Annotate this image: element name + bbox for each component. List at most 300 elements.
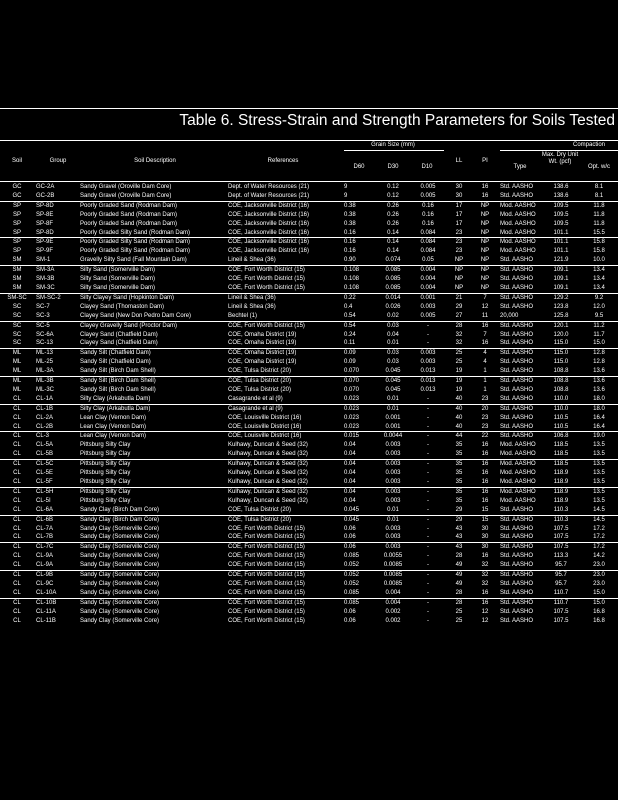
- cell-group: CL-2A: [36, 414, 54, 421]
- cell-reference: COE, Tulsa District (20): [226, 377, 342, 386]
- grain-size-rule: [344, 150, 444, 151]
- cell-max-dry-unit-wt: 118.5: [553, 442, 569, 449]
- cell-d10: 0.05: [422, 257, 434, 264]
- cell-soil: SP: [12, 229, 21, 236]
- cell-compaction-type: Std. AASHO: [500, 414, 534, 421]
- cell-d30: 0.003: [385, 442, 401, 449]
- cell-opt-wc: 13.5: [593, 497, 605, 504]
- cell-reference: COE, Omaha District (19): [228, 359, 297, 366]
- cell-ll: 19: [446, 377, 472, 386]
- cell-d10: -: [427, 525, 429, 532]
- cell-d60: 0.023: [344, 395, 360, 402]
- cell-pi: 16: [481, 553, 489, 560]
- cell-pi: 30: [481, 534, 489, 541]
- cell-max-dry-unit-wt: 110.5: [553, 423, 569, 430]
- cell-d60: 0.38: [344, 211, 356, 218]
- table-row: [0, 247, 618, 256]
- cell-compaction-type: Std. AASHO: [500, 303, 534, 310]
- cell-description: Silty Sand (Somerville Dam): [80, 284, 156, 291]
- cell-opt-wc: 18.0: [593, 395, 605, 402]
- cell-description: Silty Clay (Arkabutla Dam): [80, 395, 151, 402]
- cell-reference: COE, Tulsa District (20): [228, 368, 292, 375]
- cell-description: Sandy Clay (Somerville Core): [78, 543, 226, 552]
- cell-d30: 0.003: [376, 487, 410, 496]
- cell-group: GC-2A: [36, 184, 55, 190]
- cell-d10: 0.013: [420, 386, 436, 393]
- cell-pi: 32: [472, 571, 498, 580]
- cell-pi: 4: [472, 349, 498, 358]
- cell-reference: COE, Fort Worth District (15): [228, 553, 305, 560]
- cell-group: CL-5E: [36, 470, 54, 477]
- cell-opt-wc: 13.5: [593, 470, 605, 477]
- cell-d10: 0.004: [410, 266, 446, 275]
- cell-max-dry-unit-wt: 108.8: [542, 377, 580, 386]
- header-bottom-rule: [0, 181, 618, 182]
- cell-compaction-type: Std. AASHO: [500, 192, 534, 199]
- cell-pi: 16: [481, 192, 489, 199]
- cell-ll: 49: [455, 580, 463, 587]
- header-type: Type: [513, 164, 527, 170]
- cell-d60: 0.108: [344, 284, 360, 291]
- cell-opt-wc: 16.8: [593, 608, 605, 615]
- cell-ll: 30: [455, 192, 463, 199]
- cell-ll: 29: [446, 515, 472, 524]
- header-soil: Soil: [11, 158, 22, 164]
- cell-opt-wc: 13.6: [593, 368, 605, 375]
- cell-d60: 0.24: [344, 331, 356, 338]
- table-row: [0, 266, 618, 275]
- cell-compaction-type: Std. AASHO: [500, 331, 534, 338]
- header-d60: D60: [353, 164, 365, 170]
- cell-d30: 0.002: [385, 608, 401, 615]
- cell-ll: 32: [455, 331, 463, 338]
- table-row: [0, 192, 618, 201]
- cell-description: Sandy Clay (Somerville Core): [80, 617, 160, 624]
- cell-pi: 7: [483, 331, 487, 338]
- table-row: [0, 414, 618, 423]
- header-max-dry: Max. Dry Unit Wt. (pcf): [541, 152, 579, 165]
- cell-d30: 0.03: [376, 349, 410, 358]
- cell-ll: 25: [455, 608, 463, 615]
- cell-soil: GC: [12, 184, 22, 190]
- cell-ll: NP: [454, 276, 464, 283]
- cell-ll: 35: [446, 460, 472, 469]
- cell-compaction-type: Mod. AASHO: [500, 229, 536, 236]
- cell-opt-wc: 17.2: [593, 525, 605, 532]
- cell-pi: 16: [472, 598, 498, 607]
- cell-d10: -: [410, 487, 446, 496]
- cell-d60: 0.070: [344, 368, 360, 375]
- table-row: [0, 543, 618, 552]
- cell-reference: Kulhawy, Duncan & Seed (32): [226, 460, 342, 469]
- cell-d60: 0.052: [342, 571, 376, 580]
- cell-max-dry-unit-wt: 110.7: [542, 598, 580, 607]
- cell-description: Clayey Sand (Chatfield Dam): [80, 331, 158, 338]
- cell-d60: 0.38: [342, 201, 376, 210]
- cell-compaction-type: Mod. AASHO: [500, 479, 536, 485]
- cell-d30: 0.004: [385, 589, 401, 596]
- cell-max-dry-unit-wt: 118.9: [553, 479, 569, 485]
- cell-d10: -: [427, 331, 429, 338]
- cell-d60: 0.4: [344, 303, 353, 310]
- cell-max-dry-unit-wt: 115.0: [542, 349, 580, 358]
- cell-reference: Kulhawy, Duncan & Seed (32): [228, 479, 308, 485]
- cell-description: Gravelly Silty Sand (Fall Mountain Dam): [80, 257, 187, 264]
- cell-d30: 0.003: [385, 479, 401, 485]
- cell-d30: 0.003: [376, 460, 410, 469]
- cell-d60: 0.045: [342, 515, 376, 524]
- cell-description: Sandy Gravel (Oroville Dam Core): [80, 192, 172, 199]
- cell-compaction-type: Mod. AASHO: [500, 497, 536, 504]
- cell-soil: SP: [12, 220, 21, 227]
- cell-d60: 0.023: [344, 423, 360, 430]
- cell-d30: 0.12: [387, 184, 399, 190]
- cell-d30: 0.01: [387, 340, 399, 347]
- cell-d60: 0.04: [342, 487, 376, 496]
- cell-ll: 25: [455, 617, 463, 624]
- cell-group: CL-7A: [36, 525, 54, 532]
- cell-opt-wc: 11.8: [593, 220, 605, 227]
- cell-opt-wc: 12.0: [593, 303, 605, 310]
- cell-ll: 35: [455, 451, 463, 458]
- cell-d60: 0.052: [344, 580, 360, 587]
- cell-max-dry-unit-wt: 115.0: [553, 340, 569, 347]
- cell-ll: 19: [455, 368, 463, 375]
- cell-d30: 0.003: [385, 497, 401, 504]
- cell-soil: SM: [12, 276, 22, 283]
- cell-pi: 16: [472, 487, 498, 496]
- cell-max-dry-unit-wt: 95.7: [542, 571, 580, 580]
- cell-soil: CL: [13, 395, 21, 402]
- cell-group: CL-7C: [34, 543, 78, 552]
- table-row: [0, 432, 618, 441]
- cell-soil: GC: [12, 192, 22, 199]
- cell-opt-wc: 13.5: [580, 460, 618, 469]
- cell-reference: Casagrande et al (9): [226, 404, 342, 413]
- cell-compaction-type: Std. AASHO: [498, 321, 542, 330]
- cell-d10: -: [427, 479, 429, 485]
- cell-opt-wc: 15.8: [593, 248, 605, 255]
- cell-description: Silty Clayey Sand (Hopkinton Dam): [78, 293, 226, 302]
- cell-d10: -: [410, 404, 446, 413]
- cell-max-dry-unit-wt: 109.1: [553, 284, 569, 291]
- cell-group: SM-3B: [36, 276, 55, 283]
- cell-d60: 9: [344, 184, 348, 190]
- cell-d30: 0.026: [385, 303, 401, 310]
- cell-reference: COE, Fort Worth District (15): [228, 525, 305, 532]
- cell-d30: 0.045: [385, 386, 401, 393]
- cell-description: Clayey Gravelly Sand (Proctor Dam): [78, 321, 226, 330]
- cell-max-dry-unit-wt: 110.0: [553, 395, 569, 402]
- cell-description: Sandy Clay (Somerville Core): [80, 589, 160, 596]
- cell-max-dry-unit-wt: 110.5: [553, 414, 569, 421]
- cell-max-dry-unit-wt: 120.1: [542, 321, 580, 330]
- cell-group: CL-5I: [36, 497, 51, 504]
- cell-description: Sandy Clay (Somerville Core): [80, 608, 160, 615]
- cell-d10: -: [427, 506, 429, 513]
- cell-d30: 0.003: [385, 525, 401, 532]
- cell-compaction-type: Std. AASHO: [498, 377, 542, 386]
- cell-pi: 30: [472, 543, 498, 552]
- cell-description: Pittsburg Silty Clay: [80, 497, 131, 504]
- cell-pi: 4: [483, 359, 487, 366]
- cell-ll: 25: [446, 349, 472, 358]
- cell-opt-wc: 13.4: [593, 276, 605, 283]
- title-bar: [0, 108, 618, 139]
- cell-d60: 0.052: [344, 562, 360, 569]
- cell-compaction-type: Std. AASHO: [500, 184, 534, 190]
- cell-d60: 0.54: [342, 321, 376, 330]
- cell-pi: 16: [481, 442, 489, 449]
- cell-compaction-type: Mod. AASHO: [500, 442, 536, 449]
- cell-soil: CL: [13, 442, 21, 449]
- cell-reference: Lineil & Shea (36): [226, 293, 342, 302]
- table-row: [0, 589, 618, 598]
- cell-compaction-type: Mod. AASHO: [500, 211, 536, 218]
- cell-d30: 0.045: [385, 368, 401, 375]
- cell-max-dry-unit-wt: 109.5: [542, 201, 580, 210]
- cell-d10: -: [410, 460, 446, 469]
- cell-d60: 0.06: [344, 617, 356, 624]
- cell-compaction-type: Std. AASHO: [500, 553, 534, 560]
- cell-max-dry-unit-wt: 121.9: [553, 257, 569, 264]
- cell-ll: 43: [446, 543, 472, 552]
- cell-description: Sandy Silt (Birch Dam Shell): [80, 386, 156, 393]
- cell-description: Pittsburg Silty Clay: [80, 479, 131, 485]
- cell-d60: 0.085: [342, 598, 376, 607]
- table-row: [0, 608, 618, 617]
- cell-opt-wc: 11.2: [580, 321, 618, 330]
- cell-max-dry-unit-wt: 110.0: [542, 404, 580, 413]
- header-group: Group: [49, 158, 67, 164]
- cell-reference: COE, Louisville District (16): [228, 423, 302, 430]
- cell-compaction-type: Std. AASHO: [500, 506, 534, 513]
- top-black-margin: [0, 0, 618, 108]
- cell-d60: 0.09: [342, 349, 376, 358]
- cell-group: ML-3B: [34, 377, 78, 386]
- cell-description: Poorly Graded Silty Sand (Rodman Dam): [80, 229, 191, 236]
- cell-pi: 32: [481, 580, 489, 587]
- cell-group: ML-13: [34, 349, 78, 358]
- cell-d10: -: [427, 414, 429, 421]
- cell-opt-wc: 13.5: [593, 479, 605, 485]
- cell-reference: COE, Louisville District (16): [228, 414, 302, 421]
- cell-max-dry-unit-wt: 118.9: [542, 487, 580, 496]
- cell-opt-wc: 13.4: [580, 266, 618, 275]
- cell-reference: Dept. of Water Resources (21): [228, 192, 310, 199]
- cell-ll: 35: [446, 487, 472, 496]
- cell-group: SC-13: [36, 340, 54, 347]
- cell-d10: -: [427, 442, 429, 449]
- cell-description: Clayey Sand (Chatfield Dam): [80, 340, 158, 347]
- cell-d10: 0.16: [422, 211, 434, 218]
- cell-d10: 0.003: [420, 303, 436, 310]
- cell-description: Poorly Graded Sand (Rodman Dam): [80, 211, 178, 218]
- cell-soil: ML: [0, 349, 34, 358]
- cell-max-dry-unit-wt: 118.9: [553, 470, 569, 477]
- cell-group: SP-8D: [34, 201, 78, 210]
- cell-ll: 49: [455, 562, 463, 569]
- cell-opt-wc: 17.2: [580, 543, 618, 552]
- cell-opt-wc: 16.4: [593, 423, 605, 430]
- table-row: [0, 423, 618, 432]
- cell-description: Sandy Clay (Somerville Core): [80, 553, 160, 560]
- cell-description: Sandy Gravel (Oroville Dam Core): [80, 184, 172, 190]
- cell-pi: NP: [480, 276, 490, 283]
- cell-description: Pittsburg Silty Clay: [80, 470, 131, 477]
- cell-ll: 32: [455, 340, 463, 347]
- cell-pi: 12: [481, 608, 489, 615]
- cell-max-dry-unit-wt: 108.8: [553, 368, 569, 375]
- table-row: [0, 469, 618, 478]
- header-ll: LL: [455, 158, 463, 164]
- cell-opt-wc: 19.0: [580, 432, 618, 441]
- cell-soil: SM: [12, 257, 22, 264]
- cell-description: Silty Sand (Somerville Dam): [80, 276, 156, 283]
- cell-compaction-type: Std. AASHO: [500, 386, 534, 393]
- cell-group: SP-8F: [36, 220, 54, 227]
- cell-ll: 28: [455, 553, 463, 560]
- cell-reference: COE, Omaha District (19): [228, 331, 297, 338]
- cell-opt-wc: 15.8: [580, 238, 618, 247]
- cell-ll: 40: [455, 423, 463, 430]
- cell-d30: 0.004: [376, 598, 410, 607]
- cell-group: SM-3A: [34, 266, 78, 275]
- cell-soil: SC: [12, 312, 22, 319]
- cell-compaction-type: Std. AASHO: [500, 276, 534, 283]
- table-row: [0, 331, 618, 340]
- header-grain-size: Grain Size (mm): [371, 142, 415, 148]
- cell-soil: CL: [13, 506, 21, 513]
- cell-reference: Kulhawy, Duncan & Seed (32): [226, 487, 342, 496]
- cell-reference: COE, Fort Worth District (15): [228, 580, 305, 587]
- cell-max-dry-unit-wt: 123.8: [553, 303, 569, 310]
- cell-opt-wc: 13.6: [593, 386, 605, 393]
- cell-soil: CL: [0, 571, 34, 580]
- cell-group: ML-25: [36, 359, 54, 366]
- cell-d10: -: [427, 395, 429, 402]
- cell-d30: 0.03: [387, 359, 399, 366]
- cell-d10: 0.004: [420, 276, 436, 283]
- cell-compaction-type: Mod. AASHO: [498, 238, 542, 247]
- cell-description: Poorly Graded Sand (Rodman Dam): [80, 220, 178, 227]
- cell-group: ML-3A: [36, 368, 54, 375]
- cell-pi: 1: [483, 368, 487, 375]
- cell-max-dry-unit-wt: 125.8: [553, 312, 569, 319]
- cell-d10: -: [410, 432, 446, 441]
- cell-d10: -: [427, 553, 429, 560]
- cell-soil: SP: [12, 211, 21, 218]
- cell-opt-wc: 11.8: [580, 201, 618, 210]
- cell-reference: COE, Tulsa District (20): [226, 515, 342, 524]
- cell-pi: 12: [481, 617, 489, 624]
- cell-reference: Kulhawy, Duncan & Seed (32): [228, 497, 308, 504]
- cell-max-dry-unit-wt: 95.7: [555, 580, 567, 587]
- cell-d30: 0.003: [385, 534, 401, 541]
- cell-pi: 23: [481, 395, 489, 402]
- header-d10: D10: [421, 164, 433, 170]
- cell-d60: 0.023: [342, 404, 376, 413]
- cell-opt-wc: 23.0: [593, 562, 605, 569]
- cell-pi: 16: [481, 479, 489, 485]
- cell-opt-wc: 18.0: [580, 404, 618, 413]
- cell-compaction-type: Std. AASHO: [500, 608, 534, 615]
- cell-max-dry-unit-wt: 138.6: [553, 192, 569, 199]
- cell-d30: 0.003: [385, 470, 401, 477]
- cell-group: CL-10A: [36, 589, 57, 596]
- cell-max-dry-unit-wt: 110.3: [553, 506, 569, 513]
- cell-ll: 29: [455, 303, 463, 310]
- table-row: [0, 598, 618, 607]
- cell-d30: 0.0085: [383, 580, 403, 587]
- cell-ll: 28: [446, 598, 472, 607]
- table-row: [0, 386, 618, 395]
- cell-description: Silty Clay (Arkabutla Dam): [78, 404, 226, 413]
- cell-d60: 0.108: [342, 266, 376, 275]
- cell-pi: 16: [481, 470, 489, 477]
- cell-d10: 0.004: [420, 284, 436, 291]
- cell-ll: 43: [455, 534, 463, 541]
- cell-description: Clayey Sand (Thomaston Dam): [80, 303, 165, 310]
- cell-compaction-type: Mod. AASHO: [500, 248, 536, 255]
- cell-opt-wc: 8.1: [594, 192, 604, 199]
- cell-group: SC-7: [36, 303, 50, 310]
- cell-compaction-type: Std. AASHO: [498, 543, 542, 552]
- cell-soil: CL: [13, 470, 21, 477]
- cell-reference: COE, Jacksonville District (16): [228, 248, 310, 255]
- cell-reference: COE, Fort Worth District (15): [226, 571, 342, 580]
- cell-reference: Dept. of Water Resources (21): [228, 184, 310, 190]
- cell-pi: 1: [472, 377, 498, 386]
- header-d30: D30: [387, 164, 399, 170]
- table-row: [0, 377, 618, 386]
- header-description: Soil Description: [134, 158, 176, 164]
- table-row: [0, 533, 618, 542]
- cell-d60: 0.06: [344, 534, 356, 541]
- cell-opt-wc: 12.8: [580, 349, 618, 358]
- cell-d60: 0.045: [344, 506, 360, 513]
- cell-group: CL-11B: [36, 617, 56, 624]
- cell-group: CL-10B: [34, 598, 78, 607]
- cell-d60: 0.06: [344, 525, 356, 532]
- cell-reference: COE, Fort Worth District (15): [228, 562, 305, 569]
- cell-description: Sandy Clay (Somerville Core): [80, 580, 160, 587]
- cell-soil: CL: [13, 617, 21, 624]
- cell-ll: 40: [455, 414, 463, 421]
- cell-ll: 23: [455, 229, 463, 236]
- table-row: [0, 571, 618, 580]
- header-pi: PI: [482, 158, 488, 164]
- cell-pi: 32: [481, 562, 489, 569]
- cell-opt-wc: 15.0: [580, 598, 618, 607]
- cell-d10: -: [410, 598, 446, 607]
- cell-reference: Kulhawy, Duncan & Seed (32): [228, 442, 308, 449]
- cell-group: CL-9A: [36, 553, 54, 560]
- cell-opt-wc: 15.0: [593, 340, 605, 347]
- cell-d30: 0.12: [387, 192, 399, 199]
- cell-group: ML-3C: [36, 386, 55, 393]
- cell-d30: 0.003: [385, 451, 401, 458]
- cell-soil: CL: [0, 543, 34, 552]
- cell-max-dry-unit-wt: 120.0: [553, 331, 569, 338]
- cell-d10: 0.084: [420, 229, 436, 236]
- cell-description: Lean Clay (Vernon Dam): [80, 414, 147, 421]
- cell-d10: -: [427, 340, 429, 347]
- cell-pi: 16: [481, 451, 489, 458]
- cell-compaction-type: Mod. AASHO: [498, 487, 542, 496]
- cell-soil: CL: [0, 460, 34, 469]
- cell-reference: COE, Omaha District (19): [228, 340, 297, 347]
